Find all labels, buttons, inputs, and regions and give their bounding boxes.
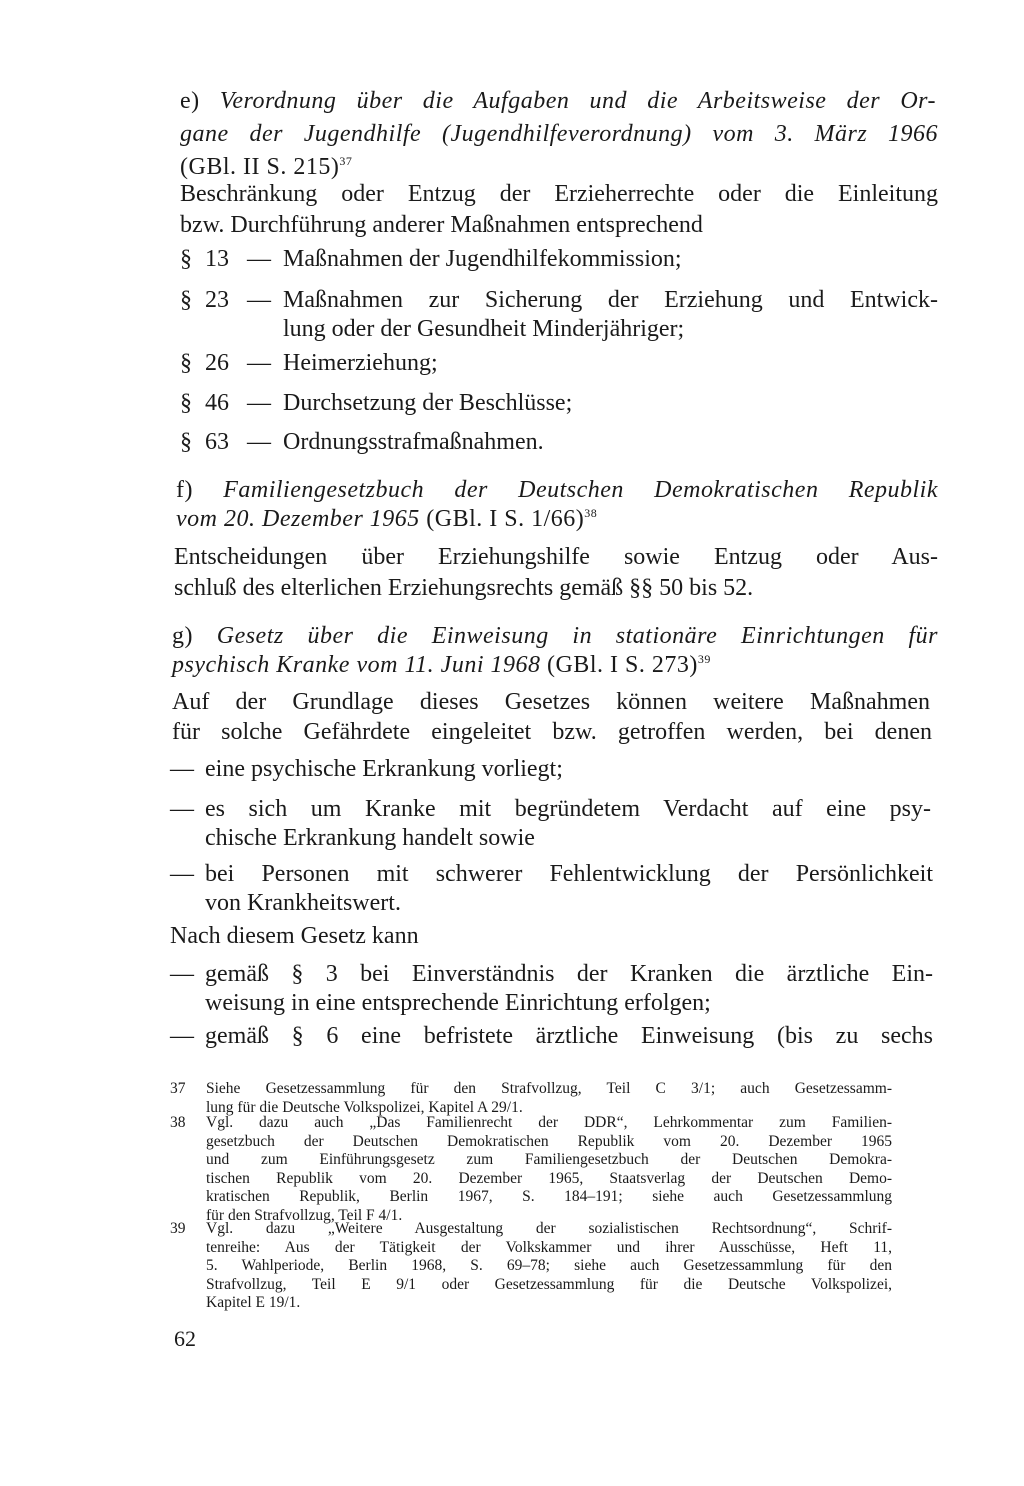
footnote-ref-38: 38 [584,506,598,520]
item-number: 13 [205,246,229,272]
item-dash: — [170,1023,194,1049]
footnote-number: 38 [170,1114,186,1131]
footnote-line: tenreihe: Aus der Tätigkeit der Volkskammer und ihrer Ausschüsse, Heft 11, [206,1238,892,1256]
section-g-list-item [170,858,934,924]
section-e-body-line1: Beschränkung oder Entzug der Erzieherrechte oder die Einleitung [180,181,938,207]
section-f-label: f) [176,477,193,503]
section-e-item-23 [180,284,938,350]
footnote-line: kratischen Republik, Berlin 1967, S. 184–191; siehe auch Gesetzessammlung [206,1188,892,1205]
footnote-line: Vgl. dazu „Weitere Ausgestaltung der sozialistischen Rechtsordnung“, Schrif- [206,1220,892,1237]
section-e-item-63 [180,426,938,459]
section-g-citation: (GBl. I S. 273) [546,652,698,678]
section-g-after-item [170,1020,934,1053]
item-text: Maßnahmen der Jugendhilfekommission; [283,246,682,272]
footnote-line: lung für die Deutsche Volkspolizei, Kapitel A 29/1. [206,1098,523,1116]
section-e-item-26 [180,347,938,380]
section-g-title-line2: psychisch Kranke vom 11. Juni 1968 [172,652,541,678]
section-f-title-line1: Familiengesetzbuch der Deutschen Demokratischen Republik [223,477,938,503]
item-text: gemäß § 6 eine befristete ärztliche Einweisung (bis zu sechs [205,1023,933,1049]
footnote-38 [170,1114,926,1226]
footnote-line: gesetzbuch der Deutschen Demokratischen Republik vom 20. Dezember 1965 [206,1132,892,1150]
paragraph-symbol: § [180,246,192,272]
section-g-title-line1: Gesetz über die Einweisung in stationäre Einrichtungen für [216,623,939,649]
section-g-body-line1: Auf der Grundlage dieses Gesetzes können weitere Maßnahmen [172,689,930,715]
item-text: Ordnungsstrafmaßnahmen. [283,429,544,455]
page-number: 62 [174,1326,196,1351]
item-number: 23 [205,287,229,313]
footnote-line: Vgl. dazu auch „Das Familienrecht der DDR“, Lehrkommentar zum Familien- [206,1114,892,1131]
section-g-list-item [170,793,934,859]
section-f-body-line1: Entscheidungen über Erziehungshilfe sowie Entzug oder Aus- [174,544,938,570]
section-e-title-line2: gane der Jugendhilfe (Jugendhilfeverordnung) vom 3. März 1966 [180,121,938,147]
footnote-line: tischen Republik vom 20. Dezember 1965, Staatsverlag der Deutschen Demo- [206,1169,892,1187]
section-e-heading-line1 [180,85,936,118]
item-text-line2: lung oder der Gesundheit Minderjähriger; [283,316,685,342]
item-dash: — [247,246,271,272]
footnote-line: für den Strafvollzug, Teil F 4/1. [206,1206,403,1224]
section-f-body-line2: schluß des elterlichen Erziehungsrechts gemäß §§ 50 bis 52. [174,575,754,601]
item-text-line1: bei Personen mit schwerer Fehlentwicklung der Persönlichkeit [205,861,933,887]
item-text: Durchsetzung der Beschlüsse; [283,390,573,416]
footnote-line: und zum Einführungsgesetz zum Familiengesetzbuch der Deutschen Demokra- [206,1151,892,1168]
item-text-line1: es sich um Kranke mit begründetem Verdacht auf eine psy- [205,796,931,822]
section-f-citation: (GBl. I S. 1/66) [426,506,585,532]
section-g-list-item [170,753,934,786]
item-text-line2: chische Erkrankung handelt sowie [205,825,535,851]
item-text-line2: weisung in eine entsprechende Einrichtung erfolgen; [205,990,711,1016]
item-text-line2: von Krankheitswert. [205,890,401,916]
footnote-39 [170,1220,926,1315]
item-dash: — [170,756,194,782]
footnote-text [206,1220,892,1313]
item-text-line1: Maßnahmen zur Sicherung der Erziehung und Entwick- [283,287,938,313]
item-text: Heimerziehung; [283,350,438,376]
item-dash: — [170,796,194,822]
footnote-line: Kapitel E 19/1. [206,1294,301,1311]
item-dash: — [247,429,271,455]
paragraph-symbol: § [180,390,192,416]
footnote-line: Strafvollzug, Teil E 9/1 oder Gesetzessammlung für die Deutsche Volkspolizei, [206,1275,892,1293]
paragraph-symbol: § [180,350,192,376]
item-number: 26 [205,350,229,376]
footnote-number: 39 [170,1220,186,1237]
footnote-ref-37: 37 [339,154,353,168]
paragraph-symbol: § [180,429,192,455]
section-e-heading-line2 [180,118,938,151]
section-g-heading-line2 [172,649,872,682]
paragraph-symbol: § [180,287,192,313]
footnote-line: 5. Wahlperiode, Berlin 1968, S. 69–78; siehe auch Gesetzessammlung für den [206,1257,892,1274]
section-e-body-line2: bzw. Durchführung anderer Maßnahmen entsprechend [180,212,703,238]
section-g-after-heading: Nach diesem Gesetz kann [170,923,419,949]
section-g-after-item [170,958,934,1024]
item-dash: — [170,961,194,987]
section-g-label: g) [172,623,193,649]
item-text: eine psychische Erkrankung vorliegt; [205,756,563,782]
section-e-citation: (GBl. II S. 215) [180,154,340,180]
item-dash: — [247,350,271,376]
section-g-body-line2: für solche Gefährdete eingeleitet bzw. getroffen werden, bei denen [172,719,932,745]
footnote-line: Siehe Gesetzessammlung für den Strafvollzug, Teil C 3/1; auch Gesetzessamm- [206,1080,892,1097]
item-dash: — [247,390,271,416]
footnote-ref-39: 39 [697,652,711,666]
section-e-item-13 [180,243,938,276]
section-f-title-line2: vom 20. Dezember 1965 [176,506,420,532]
item-dash: — [170,861,194,887]
section-f-heading-line2 [176,503,876,536]
section-e-item-46 [180,387,938,420]
section-e-title-line1: Verordnung über die Aufgaben und die Arbeitsweise der Or- [219,88,937,114]
item-number: 46 [205,390,229,416]
item-number: 63 [205,429,229,455]
footnote-text [206,1114,892,1225]
section-e-label: e) [180,88,200,114]
footnote-number: 37 [170,1080,186,1097]
item-text-line1: gemäß § 3 bei Einverständnis der Kranken die ärztliche Ein- [205,961,933,987]
footnote-text [206,1080,892,1117]
item-dash: — [247,287,271,313]
